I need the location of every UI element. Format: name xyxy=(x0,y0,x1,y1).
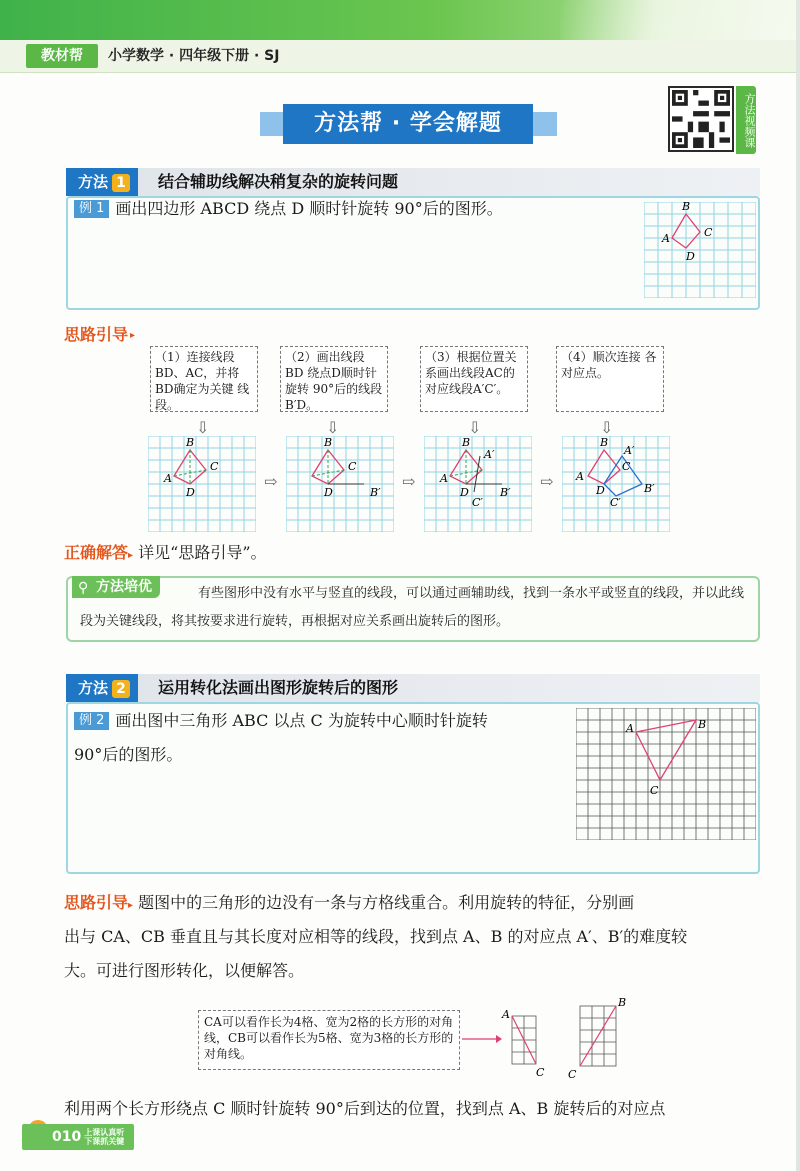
guide-2-line-1-text: 题图中的三角形的边没有一条与方格线重合。利用旋转的特征，分别画 xyxy=(138,893,635,912)
banner-wing-left xyxy=(260,112,284,136)
example-2-tag: 例 2 xyxy=(74,712,109,730)
triangle-icon: ▸ xyxy=(128,550,134,561)
top-band-fade xyxy=(560,0,800,40)
label-b: B xyxy=(682,202,691,213)
guide-2-line-1 xyxy=(64,886,764,923)
step-4-box: （4）顺次连接 各对应点。 xyxy=(556,346,664,412)
method-1-tag-text: 方法 xyxy=(78,173,109,191)
arrow-down-icon: ⇩ xyxy=(468,418,482,437)
grid-lines xyxy=(644,202,756,298)
guide-2-line-2: 出与 CA、CB 垂直且与其长度对应相等的线段，找到点 A、B 的对应点 A′、B′的难度较 xyxy=(64,927,688,946)
arrow-down-icon: ⇩ xyxy=(326,418,340,437)
label-c: C xyxy=(650,784,659,797)
label-b: B xyxy=(462,436,471,449)
label-d: D xyxy=(324,486,333,499)
page-edge xyxy=(796,0,800,1171)
label-a: A xyxy=(662,232,670,245)
guide-2-label: 思路引导 xyxy=(64,893,129,912)
label-b-prime: B′ xyxy=(500,486,511,499)
arrow-down-icon: ⇩ xyxy=(196,418,210,437)
answer-1-label: 正确解答 xyxy=(64,543,129,562)
step-3-grid xyxy=(424,436,532,532)
label-c: C xyxy=(704,226,713,239)
arrow-right-icon: ⇨ xyxy=(264,472,278,491)
banner-wing-right xyxy=(533,112,557,136)
method-2-header xyxy=(66,674,760,702)
label-d: D xyxy=(596,484,605,497)
guide-1-label-text: 思路引导 xyxy=(64,325,129,344)
label-c: C xyxy=(210,460,219,473)
method-2-tag xyxy=(70,674,138,702)
guide-2-line-3: 大。可进行图形转化，以便解答。 xyxy=(64,961,305,980)
rectangle-ca-figure xyxy=(500,1004,550,1078)
method-1-number: 1 xyxy=(112,174,130,192)
label-b: B xyxy=(324,436,333,449)
label-d: D xyxy=(686,250,695,263)
method-2-number: 2 xyxy=(112,680,130,698)
step-4-grid xyxy=(562,436,670,532)
label-a: A xyxy=(440,472,448,485)
arrow-right-icon: ⇨ xyxy=(402,472,416,491)
label-b: B xyxy=(186,436,195,449)
label-b: B xyxy=(600,436,609,449)
last-line: 利用两个长方形绕点 C 顺时针旋转 90°后到达的位置，找到点 A、B 旋转后的对应点 xyxy=(64,1099,666,1118)
step-2-box: （2）画出线段BD 绕点D顺时针旋转 90°后的线段B′D。 xyxy=(280,346,388,412)
example-1-body: 画出四边形 ABCD 绕点 D 顺时针旋转 90°后的图形。 xyxy=(115,199,503,218)
label-b: B xyxy=(618,996,627,1009)
section-banner: 方法帮 · 学会解题 xyxy=(283,104,533,144)
method-2-title: 运用转化法画出图形旋转后的图形 xyxy=(158,678,399,697)
triangle-abc xyxy=(636,720,696,780)
label-c: C xyxy=(568,1068,577,1081)
arrow-right-icon xyxy=(462,1034,502,1044)
step-1-grid xyxy=(148,436,256,532)
triangle-icon: ▸ xyxy=(130,330,136,341)
tip-box xyxy=(66,576,760,642)
example-2-grid xyxy=(576,708,756,840)
label-a: A xyxy=(502,1008,510,1021)
label-d: D xyxy=(186,486,195,499)
label-a-prime: A′ xyxy=(484,448,495,461)
answer-1-text: 详见“思路引导”。 xyxy=(138,543,267,562)
qr-code-icon[interactable] xyxy=(668,86,734,152)
label-c-prime: C′ xyxy=(472,496,483,509)
footer-slogan: 上课认真听 下课抓关键 xyxy=(84,1128,125,1146)
label-a: A xyxy=(164,472,172,485)
qr-side-label: 方法视频课 xyxy=(736,86,756,154)
label-b: B xyxy=(698,718,707,731)
label-b-prime: B′ xyxy=(644,482,655,495)
example-2-line-1 xyxy=(74,704,488,738)
guide-1-label xyxy=(64,322,135,345)
label-c: C xyxy=(536,1066,545,1078)
step-2-grid xyxy=(286,436,394,532)
example-1-grid xyxy=(644,202,756,298)
label-d: D xyxy=(460,486,469,499)
label-c: C xyxy=(622,460,631,473)
arrow-right-icon: ⇨ xyxy=(540,472,554,491)
tip-label: 方法培优 xyxy=(96,579,152,595)
example-2-line-2: 90°后的图形。 xyxy=(74,745,183,764)
example-1-tag: 例 1 xyxy=(74,200,109,218)
step-3-box: （3）根据位置关 系画出线段AC的 对应线段A′C′。 xyxy=(420,346,528,412)
arrow-down-icon: ⇩ xyxy=(600,418,614,437)
label-c: C xyxy=(348,460,357,473)
label-b-prime: B′ xyxy=(370,486,381,499)
step-1-box: （1）连接线段 BD、AC，并将 BD确定为关键 线段。 xyxy=(150,346,258,412)
page-number xyxy=(22,1124,134,1150)
label-a: A xyxy=(576,470,584,483)
page-number-text: 010 xyxy=(52,1129,82,1145)
method-2-tag-text: 方法 xyxy=(78,679,109,697)
brand-tag: 教材帮 xyxy=(26,44,98,68)
example-2-body: 画出图中三角形 ABC 以点 C 为旋转中心顺时针旋转 xyxy=(115,711,488,730)
triangle-icon: ▸ xyxy=(128,900,134,911)
answer-1 xyxy=(64,540,267,563)
rectangle-cb-figure xyxy=(566,996,630,1082)
example-1-text xyxy=(74,192,503,226)
label-c-prime: C′ xyxy=(610,496,621,509)
method-1-title: 结合辅助线解决稍复杂的旋转问题 xyxy=(158,172,399,191)
label-a: A xyxy=(626,722,634,735)
tip-text: 有些图形中没有水平与竖直的线段，可以通过画辅助线，找到一条水平或竖直的线段，并以此线段为关键线段，将其按要求进行旋转，再根据对应关系画出旋转后的图形。 xyxy=(80,586,745,629)
book-title: 小学数学 · 四年级下册 · SJ xyxy=(108,48,280,64)
hint-box: CA可以看作长为4格、宽为2格的长方形的对角线，CB可以看作长为5格、宽为3格的长方形的对角线。 xyxy=(198,1010,460,1070)
magnifier-icon: ⚲ xyxy=(78,580,89,596)
label-a-prime: A′ xyxy=(624,444,635,457)
